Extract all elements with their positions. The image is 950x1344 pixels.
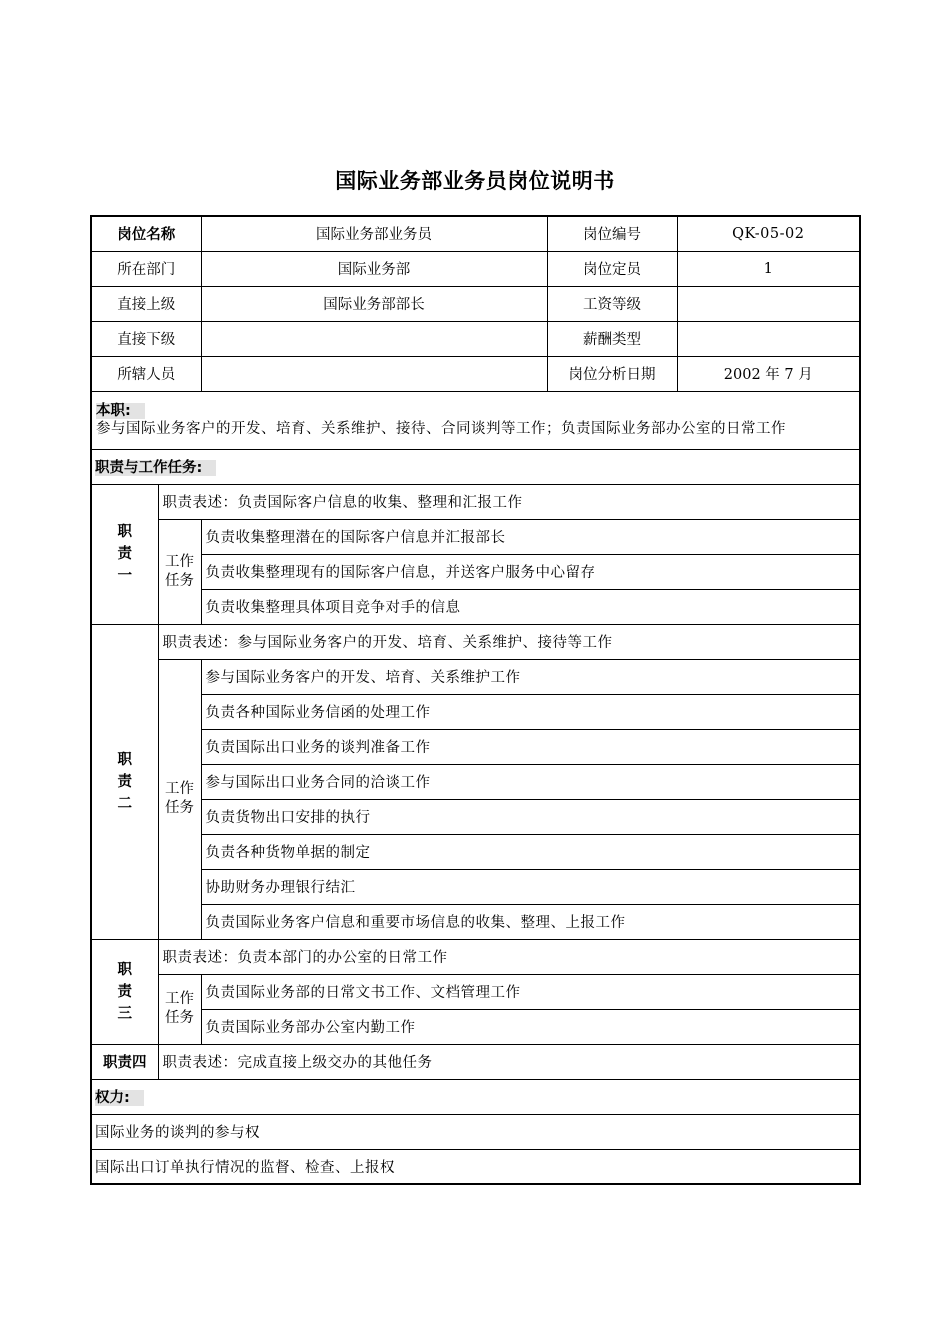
- duty-2-task-4: 参与国际出口业务合同的洽谈工作: [201, 764, 860, 799]
- duty-2-task-row: [91, 904, 860, 939]
- summary-cell: [91, 391, 860, 449]
- duty-2-task-row: [91, 834, 860, 869]
- label-staff: 所辖人员: [91, 356, 201, 391]
- duty-2-desc: 职责表述：参与国际业务客户的开发、培育、关系维护、接待等工作: [158, 624, 860, 659]
- powers-header-row: [91, 1079, 860, 1114]
- value-position-name: 国际业务部业务员: [201, 216, 547, 251]
- duty-4-label: 职责四: [91, 1044, 158, 1079]
- duty-3-desc: 职责表述：负责本部门的办公室的日常工作: [158, 939, 860, 974]
- label-position-name: 岗位名称: [91, 216, 201, 251]
- value-analysis-date: 2002 年 7 月: [677, 356, 860, 391]
- info-row-subordinate: [91, 321, 860, 356]
- value-staff: [201, 356, 547, 391]
- label-headcount: 岗位定员: [547, 251, 677, 286]
- duty-1-desc-row: [91, 484, 860, 519]
- job-description-table: [90, 215, 861, 1185]
- info-row-position-name: [91, 216, 860, 251]
- duty-2-task-row: [91, 659, 860, 694]
- duty-1-desc: 职责表述：负责国际客户信息的收集、整理和汇报工作: [158, 484, 860, 519]
- duty-1-task-3: 负责收集整理具体项目竞争对手的信息: [201, 589, 860, 624]
- duty-3-task-label: 工作 任务: [158, 974, 201, 1044]
- duty-1-task-1: 负责收集整理潜在的国际客户信息并汇报部长: [201, 519, 860, 554]
- value-supervisor: 国际业务部部长: [201, 286, 547, 321]
- duty-2-task-row: [91, 764, 860, 799]
- value-department: 国际业务部: [201, 251, 547, 286]
- info-row-department: [91, 251, 860, 286]
- duty-2-label: 职 责 二: [91, 624, 158, 939]
- duty-3-task-row: [91, 974, 860, 1009]
- label-pay-type: 薪酬类型: [547, 321, 677, 356]
- duty-1-task-row: [91, 554, 860, 589]
- power-row: [91, 1114, 860, 1149]
- duty-2-task-label: 工作 任务: [158, 659, 201, 939]
- duty-2-task-1: 参与国际业务客户的开发、培育、关系维护工作: [201, 659, 860, 694]
- duty-3-task-1: 负责国际业务部的日常文书工作、文档管理工作: [201, 974, 860, 1009]
- duty-2-task-row: [91, 694, 860, 729]
- duty-1-task-2: 负责收集整理现有的国际客户信息，并送客户服务中心留存: [201, 554, 860, 589]
- duty-2-task-3: 负责国际出口业务的谈判准备工作: [201, 729, 860, 764]
- duty-1-task-row: [91, 589, 860, 624]
- duty-3-task-row: [91, 1009, 860, 1044]
- label-position-code: 岗位编号: [547, 216, 677, 251]
- value-subordinate: [201, 321, 547, 356]
- duty-1-task-label: 工作 任务: [158, 519, 201, 624]
- label-salary-grade: 工资等级: [547, 286, 677, 321]
- value-salary-grade: [677, 286, 860, 321]
- duty-2-task-8: 负责国际业务客户信息和重要市场信息的收集、整理、上报工作: [201, 904, 860, 939]
- duty-2-desc-row: [91, 624, 860, 659]
- label-subordinate: 直接下级: [91, 321, 201, 356]
- label-supervisor: 直接上级: [91, 286, 201, 321]
- duty-1-task-row: [91, 519, 860, 554]
- duty-2-task-row: [91, 799, 860, 834]
- value-pay-type: [677, 321, 860, 356]
- duty-4-desc: 职责表述：完成直接上级交办的其他任务: [158, 1044, 860, 1079]
- duty-2-task-row: [91, 869, 860, 904]
- duty-2-task-row: [91, 729, 860, 764]
- label-analysis-date: 岗位分析日期: [547, 356, 677, 391]
- document-title: 国际业务部业务员岗位说明书: [335, 169, 615, 193]
- info-row-supervisor: [91, 286, 860, 321]
- duty-1-label: 职 责 一: [91, 484, 158, 624]
- label-department: 所在部门: [91, 251, 201, 286]
- duties-header-row: [91, 449, 860, 484]
- duty-3-label: 职 责 三: [91, 939, 158, 1044]
- summary-text: 参与国际业务客户的开发、培育、关系维护、接待、合同谈判等工作；负责国际业务部办公室的日常工作: [96, 421, 786, 437]
- summary-label: 本职:: [96, 403, 145, 419]
- value-position-code: QK-05-02: [677, 216, 860, 251]
- duty-2-task-6: 负责各种货物单据的制定: [201, 834, 860, 869]
- duty-2-task-5: 负责货物出口安排的执行: [201, 799, 860, 834]
- power-1: 国际业务的谈判的参与权: [91, 1114, 860, 1149]
- duty-4-row: [91, 1044, 860, 1079]
- summary-row: [91, 391, 860, 449]
- power-row: [91, 1149, 860, 1184]
- duty-2-task-2: 负责各种国际业务信函的处理工作: [201, 694, 860, 729]
- powers-header: 权力:: [91, 1079, 860, 1114]
- value-headcount: 1: [677, 251, 860, 286]
- info-row-staff: [91, 356, 860, 391]
- duty-3-task-2: 负责国际业务部办公室内勤工作: [201, 1009, 860, 1044]
- power-2: 国际出口订单执行情况的监督、检查、上报权: [91, 1149, 860, 1184]
- duty-3-desc-row: [91, 939, 860, 974]
- duties-header: 职责与工作任务:: [91, 449, 860, 484]
- duty-2-task-7: 协助财务办理银行结汇: [201, 869, 860, 904]
